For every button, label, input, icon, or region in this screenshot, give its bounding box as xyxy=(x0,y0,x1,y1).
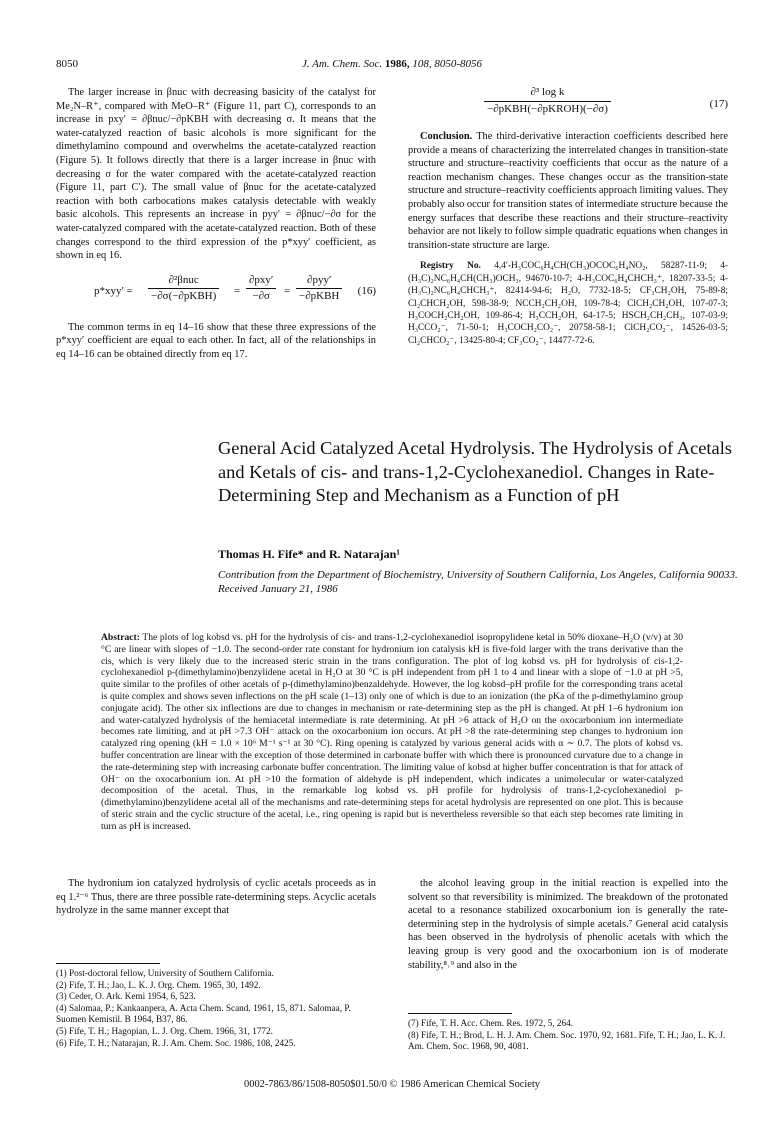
registry-text: 4,4′-H₃COC₆H₄CH(CH₃)OCOC₆H₄NO₂, 58287-11-9; 4-(H₃C)₂NC₆H₄CH(CH₃)OCH₃, 94670-10-7; 4-H₃COC₆H₄CHCH₃⁺, 18207-33-5; 4-(H₃C)₂NC₆H₄CHCH₃⁺, 82414-94-6; H₂O, 7732-18-5; CF₃CH₂OH, 75-89-8; Cl₂CHCH₂OH, 598-38-9; NCCH₂CH₂OH, 109-78-4; ClCH₂CH₂OH, 107-07-3; H₃COCH₂CH₂OH, 109-86-4; H₃CCH₂OH, 64-17-5; HSCH₂CH₂CH₃, 107-03-9; H₃CCO₂⁻, 71-50-1; H₃COCH₂CO₂⁻, 20758-58-1; ClCH₂CO₂⁻, 14526-03-5; Cl₂CHCO₂⁻, 13425-80-4; CF₃CO₂⁻, 14477-72-6. xyxy=(408,261,729,346)
paragraph-beta-nuc: The larger increase in βnuc with decreasing basicity of the catalyst for Me₂N–R⁺, compared with MeO–R⁺ (Figure 11, part C), corresponds to an increase in pxy′ = ∂βnuc/−∂pKBH with decreasing σ. It means that the water-catalyzed reaction of basic alcohols is more significant for the dimethylamino compound and overwhelms the acetate-catalyzed reaction (Figure 5). It follows directly that there is a larger increase in βnuc with decreasing σ for the water compared with the acetate-catalyzed reaction (Figure 11, part C′). The small value of βnuc for the acetate-catalyzed reaction with both carbocations makes catalysis detectable with weakly basic alcohols. This represents an increase in pyy′ = ∂βnuc/−∂σ for the water-catalyzed compared with the acetate-catalyzed reaction. Both of these changes correspond to the third expression of the p*xyy′ coefficient, as shown in eq 16. xyxy=(56,87,376,262)
equation-16 xyxy=(56,273,376,313)
article-title: General Acid Catalyzed Acetal Hydrolysis. The Hydrolysis of Acetals and Ketals of cis- and trans-1,2-Cyclohexanediol. Changes in Rate-Determining Step and Mechanism as a Function of pH xyxy=(218,438,732,506)
right-column-top xyxy=(408,86,728,347)
conclusion-text: The third-derivative interaction coefficients described here provide a means of characterizing the interrelated changes in transition-state structure and structure–reactivity coefficients that occur as the nature of a reaction mechanism changes. These changes occur as the transition-state structure and structure–reactivity coefficients approach limiting values. They probably also occur for transition states of intermediate structure because the energy surfaces that describe these reactions and their structure–reactivity behavior are not likely to follow simple quadratic equations when changes in transition-state structure are large. xyxy=(408,131,728,251)
journal-volume: 108, xyxy=(412,58,432,70)
footnote: (8) Fife, T. H.; Brod, L. H. J. Am. Chem. Soc. 1970, 92, 1681. Fife, T. H.; Jao, L. K. J. Am. Chem. Soc. 1968, 90, 4081. xyxy=(408,1029,726,1052)
running-header xyxy=(0,58,784,74)
eq16-lhs: p*xyy′ = xyxy=(94,284,133,297)
abstract-heading: Abstract: xyxy=(101,632,140,643)
eq16-f3-denominator: −∂pKBH xyxy=(299,290,340,303)
footnote: (2) Fife, T. H.; Jao, L. K. J. Org. Chem. 1965, 30, 1492. xyxy=(56,979,261,990)
body-left-paragraph: The hydronium ion catalyzed hydrolysis of cyclic acetals proceeds as in eq 1.²⁻⁶ Thus, there are three possible rate-determining steps. Acyclic acetals hydrolyze in the same manner except that xyxy=(56,878,376,917)
eq16-number: (16) xyxy=(357,284,376,297)
registry-paragraph xyxy=(408,260,728,347)
journal-name: J. Am. Chem. Soc. xyxy=(301,58,383,70)
eq16-f2-denominator: −∂σ xyxy=(252,290,270,303)
eq16-fraction-3 xyxy=(296,274,342,304)
eq17-denominator: −∂pKBH(−∂pKROH)(−∂σ) xyxy=(487,102,608,115)
footnote: (1) Post-doctoral fellow, University of Southern California. xyxy=(56,968,274,978)
eq16-f1-denominator: −∂σ(−∂pKBH) xyxy=(151,290,217,303)
registry-heading: Registry No. xyxy=(420,261,481,272)
paragraph-common-terms: The common terms in eq 14–16 show that these three expressions of the p*xyy′ coefficient are equal to each other. In fact, all of the relationships in eq 14–16 can be obtained directly from eq 17. xyxy=(56,321,376,360)
article-authors: Thomas H. Fife* and R. Natarajan¹ xyxy=(218,547,400,561)
abstract-text: The plots of log kobsd vs. pH for the hydrolysis of cis- and trans-1,2-cyclohexanediol isopropylidene ketal in 50% dioxane–H₂O (v/v) at 30 °C are linear with slopes of −1.0. The second-order rate constant for hydronium ion catalysis kH is five-fold larger with the trans derivative than the cis, which is very likely due to the increased steric strain in the trans configuration. The plot of log kobsd vs. pH for hydrolysis of cis-1,2-cyclohexanediol p-(dimethylamino)benzylidene acetal in H₂O at 30 °C is pH independent from pH 1 to 4 and linear with a slope of −1.0 at pH >5, quite similar to the profiles of other acetals of p-(dimethylamino)benzaldehyde. However, the log kobsd–pH profile for the corresponding trans acetal is quite complex and shows seven inflections on the pH scale (1–13) only one of which is due to an ionization (the pKa of the p-dimethylamino group conjugate acid). The other six inflections are due to changes in mechanism or rate-determining step as the pH is changed. At pH 1–6 hydronium ion and water-catalyzed hydrolysis of the hemiacetal intermediate is rate determining. At pH >6 attack of H₂O on the oxocarbonium ion intermediate becomes rate limiting, and at pH >7.3 OH⁻ attack on the oxocarbonium ion occurs. At pH >8 the rate-determining step changes to hydronium ion catalyzed ring opening (kH = 1.0 × 10⁶ M⁻¹ s⁻¹ at 30 °C). Ring opening is catalyzed by various general acids with α ∼ 0.7. The plots of kobsd vs. buffer concentration are linear with the exception of those determined in carbonate buffer with which there is pronounced curvature due to a change in the rate-determining step with increasing carbonate buffer concentration. The limiting value of kobsd at higher buffer concentration is that for attack of OH⁻ on the oxocarbonium ion. At pH >10 the formation of aldehyde is pH independent, which indicates a unimolecular or water-catalyzed decomposition of the acetal. Thus, in the remarkable log kobsd vs. pH profile for hydrolysis of trans-1,2-cyclohexanediol p-(dimethylamino)benzylidene acetal all of the mechanisms and rate-determining steps for acetal hydrolysis are represented on one plot. This is because of steric strain and the cyclic structure of the acetal, i.e., ring opening is rapid but is nevertheless reversible so that each step becomes rate limiting in turn as pH is increased. xyxy=(101,632,683,832)
eq16-f3-numerator: ∂pyy′ xyxy=(296,274,342,290)
footnote-divider-left xyxy=(56,963,160,964)
footnotes-right xyxy=(408,1018,728,1053)
body-right-column xyxy=(408,877,728,972)
page-number: 8050 xyxy=(56,58,78,70)
conclusion-heading: Conclusion. xyxy=(420,131,473,142)
journal-citation xyxy=(0,58,784,70)
body-left-column xyxy=(56,877,376,918)
footnote: (4) Salomaa, P.; Kankaanpera, A. Acta Chem. Scand. 1961, 15, 871. Salomaa, P. Suomen Kemistil. B 1964, B37, 86. xyxy=(56,1002,351,1025)
footnote-divider-right xyxy=(408,1013,512,1014)
footnote: (3) Ceder, O. Ark. Kemi 1954, 6, 523. xyxy=(56,991,196,1002)
left-column-top xyxy=(56,86,376,362)
equation-17 xyxy=(408,86,728,124)
footnotes-left xyxy=(56,968,376,1049)
journal-pages: 8050-8056 xyxy=(434,58,483,70)
eq16-fraction-2 xyxy=(246,274,276,304)
footnote: (7) Fife, T. H. Acc. Chem. Res. 1972, 5, 264. xyxy=(408,1018,574,1028)
body-right-paragraph: the alcohol leaving group in the initial reaction is expelled into the solvent so that reversibility is minimized. The breakdown of the protonated acetal to a resonance stabilized oxocarbonium ion is generally the rate-determining step in the hydrolysis of simple acetals.⁷ General acid catalysis has been observed in the hydrolysis of phenolic acetals with which the leaving group is very good and the oxocarbonium ion is of moderate stability,⁸˒⁹ and also in the xyxy=(408,878,728,971)
footnote: (6) Fife, T. H.; Natarajan, R. J. Am. Chem. Soc. 1986, 108, 2425. xyxy=(56,1037,296,1048)
abstract xyxy=(101,632,683,833)
eq16-f2-numerator: ∂pxy′ xyxy=(246,274,276,290)
eq17-numerator: ∂³ log k xyxy=(484,86,611,102)
copyright-footer: 0002-7863/86/1508-8050$01.50/0 © 1986 American Chemical Society xyxy=(244,1079,540,1090)
eq17-fraction xyxy=(484,86,611,116)
conclusion-paragraph xyxy=(408,130,728,252)
eq16-equals-1: = xyxy=(234,284,241,297)
eq16-equals-2: = xyxy=(284,284,291,297)
eq17-number: (17) xyxy=(709,98,728,110)
eq16-f1-numerator: ∂²βnuc xyxy=(148,274,219,290)
footnote: (5) Fife, T. H.; Hagopian, L. J. Org. Chem. 1966, 31, 1772. xyxy=(56,1025,273,1036)
article-affiliation: Contribution from the Department of Biochemistry, University of Southern California, Los Angeles, California 90033. Received January 21, 1986 xyxy=(218,569,738,595)
eq16-fraction-1 xyxy=(148,274,219,304)
journal-year: 1986, xyxy=(384,58,410,70)
